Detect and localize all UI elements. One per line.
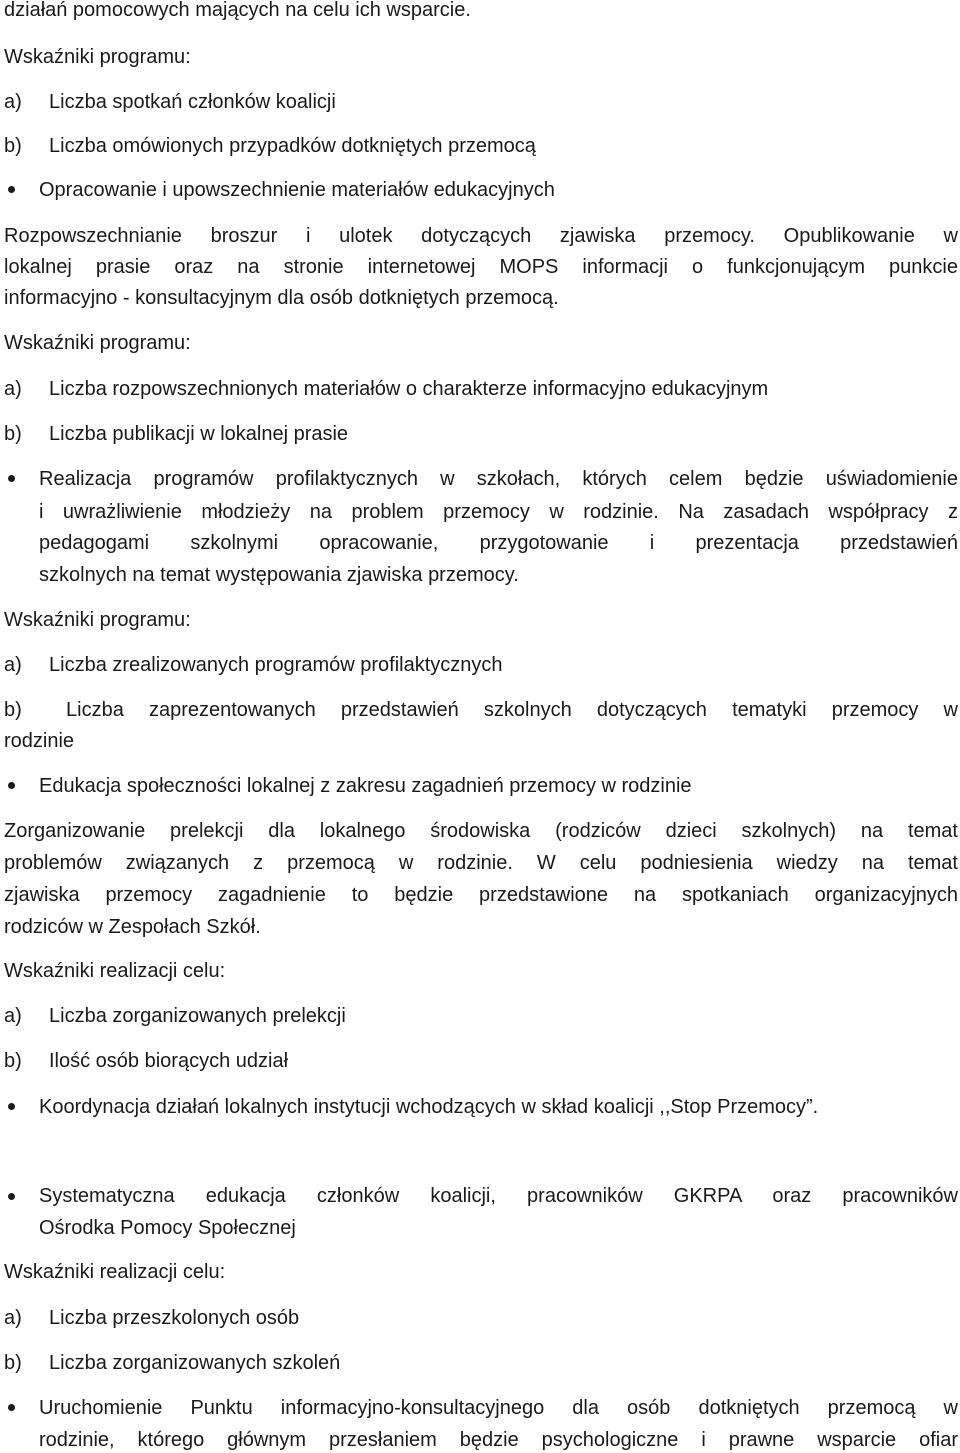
indicator-item	[4, 1350, 340, 1376]
item-text: Liczba publikacji w lokalnej prasie	[49, 423, 349, 445]
indicators-heading: Wskaźniki programu:	[4, 609, 191, 631]
bullet-icon	[8, 1193, 15, 1200]
bullet-item: szkolnych na temat występowania zjawiska przemocy.	[39, 564, 519, 586]
item-label: b)	[4, 699, 22, 721]
indicator-item	[4, 133, 536, 159]
indicator-item	[4, 697, 958, 723]
indicator-item	[4, 1048, 288, 1074]
item-text: Ilość osób biorących udział	[49, 1050, 289, 1072]
text-line: działań pomocowych mających na celu ich wsparcie.	[4, 0, 471, 21]
item-text: Liczba omówionych przypadków dotkniętych przemocą	[49, 135, 536, 157]
bullet-item: i uwrażliwienie młodzieży na problem przemocy w rodzinie. Na zasadach współpracy z	[39, 501, 958, 523]
item-text: Liczba spotkań członków koalicji	[49, 91, 336, 113]
bullet-icon	[8, 475, 15, 482]
item-label: b)	[4, 423, 22, 445]
bullet-item: Ośrodka Pomocy Społecznej	[39, 1217, 296, 1239]
item-text: Liczba przeszkolonych osób	[49, 1307, 300, 1329]
bullet-item: Koordynacja działań lokalnych instytucji wchodzących w skład koalicji ,,Stop Przemocy”.	[39, 1096, 819, 1118]
paragraph-line: problemów związanych z przemocą w rodzinie. W celu podniesienia wiedzy na temat	[4, 852, 958, 874]
bullet-item: Uruchomienie Punktu informacyjno-konsultacyjnego dla osób dotkniętych przemocą w	[39, 1397, 958, 1419]
item-label: a)	[4, 378, 22, 400]
bullet-item: Systematyczna edukacja członków koalicji, pracowników GKRPA oraz pracowników	[39, 1185, 958, 1207]
indicator-item	[4, 376, 768, 402]
item-label: b)	[4, 135, 22, 157]
bullet-icon	[8, 1103, 15, 1110]
indicator-item	[4, 1305, 299, 1331]
item-text: Liczba zrealizowanych programów profilaktycznych	[49, 654, 503, 676]
bullet-item: rodzinie, którego głównym przesłaniem będzie psychologiczne i prawne wsparcie ofiar	[39, 1429, 958, 1451]
bullet-icon	[8, 1404, 15, 1411]
bullet-item: Edukacja społeczności lokalnej z zakresu zagadnień przemocy w rodzinie	[39, 775, 692, 797]
item-text-continued: rodzinie	[4, 730, 75, 752]
indicators-heading: Wskaźniki programu:	[4, 332, 191, 354]
paragraph-line: zjawiska przemocy zagadnienie to będzie przedstawione na spotkaniach organizacyjnych	[4, 884, 958, 906]
item-label: a)	[4, 1307, 22, 1329]
indicator-item	[4, 89, 336, 115]
item-text: Liczba zaprezentowanych przedstawień szkolnych dotyczących tematyki przemocy w	[66, 699, 958, 721]
bullet-item: Realizacja programów profilaktycznych w szkołach, których celem będzie uświadomienie	[39, 468, 958, 490]
bullet-icon	[8, 186, 15, 193]
bullet-item: pedagogami szkolnymi opracowanie, przygotowanie i prezentacja przedstawień	[39, 532, 958, 554]
item-label: b)	[4, 1050, 22, 1072]
paragraph-line: Zorganizowanie prelekcji dla lokalnego środowiska (rodziców dzieci szkolnych) na temat	[4, 820, 958, 842]
bullet-icon	[8, 782, 15, 789]
item-text: Liczba rozpowszechnionych materiałów o charakterze informacyjno edukacyjnym	[49, 378, 769, 400]
item-text: Liczba zorganizowanych szkoleń	[49, 1352, 341, 1374]
paragraph-line: informacyjno - konsultacyjnym dla osób dotkniętych przemocą.	[4, 287, 559, 309]
indicators-heading: Wskaźniki programu:	[4, 46, 191, 68]
indicator-item	[4, 421, 348, 447]
paragraph-line: Rozpowszechnianie broszur i ulotek dotyczących zjawiska przemocy. Opublikowanie w	[4, 225, 958, 247]
item-label: b)	[4, 1352, 22, 1374]
indicator-item	[4, 652, 503, 678]
indicator-item	[4, 1003, 346, 1029]
indicators-heading: Wskaźniki realizacji celu:	[4, 1261, 226, 1283]
item-label: a)	[4, 1005, 22, 1027]
indicators-heading: Wskaźniki realizacji celu:	[4, 960, 226, 982]
item-text: Liczba zorganizowanych prelekcji	[49, 1005, 346, 1027]
paragraph-line: lokalnej prasie oraz na stronie internetowej MOPS informacji o funkcjonującym punkcie	[4, 256, 958, 278]
bullet-item: Opracowanie i upowszechnienie materiałów edukacyjnych	[39, 179, 555, 201]
paragraph-line: rodziców w Zespołach Szkół.	[4, 916, 261, 938]
item-label: a)	[4, 654, 22, 676]
item-label: a)	[4, 91, 22, 113]
